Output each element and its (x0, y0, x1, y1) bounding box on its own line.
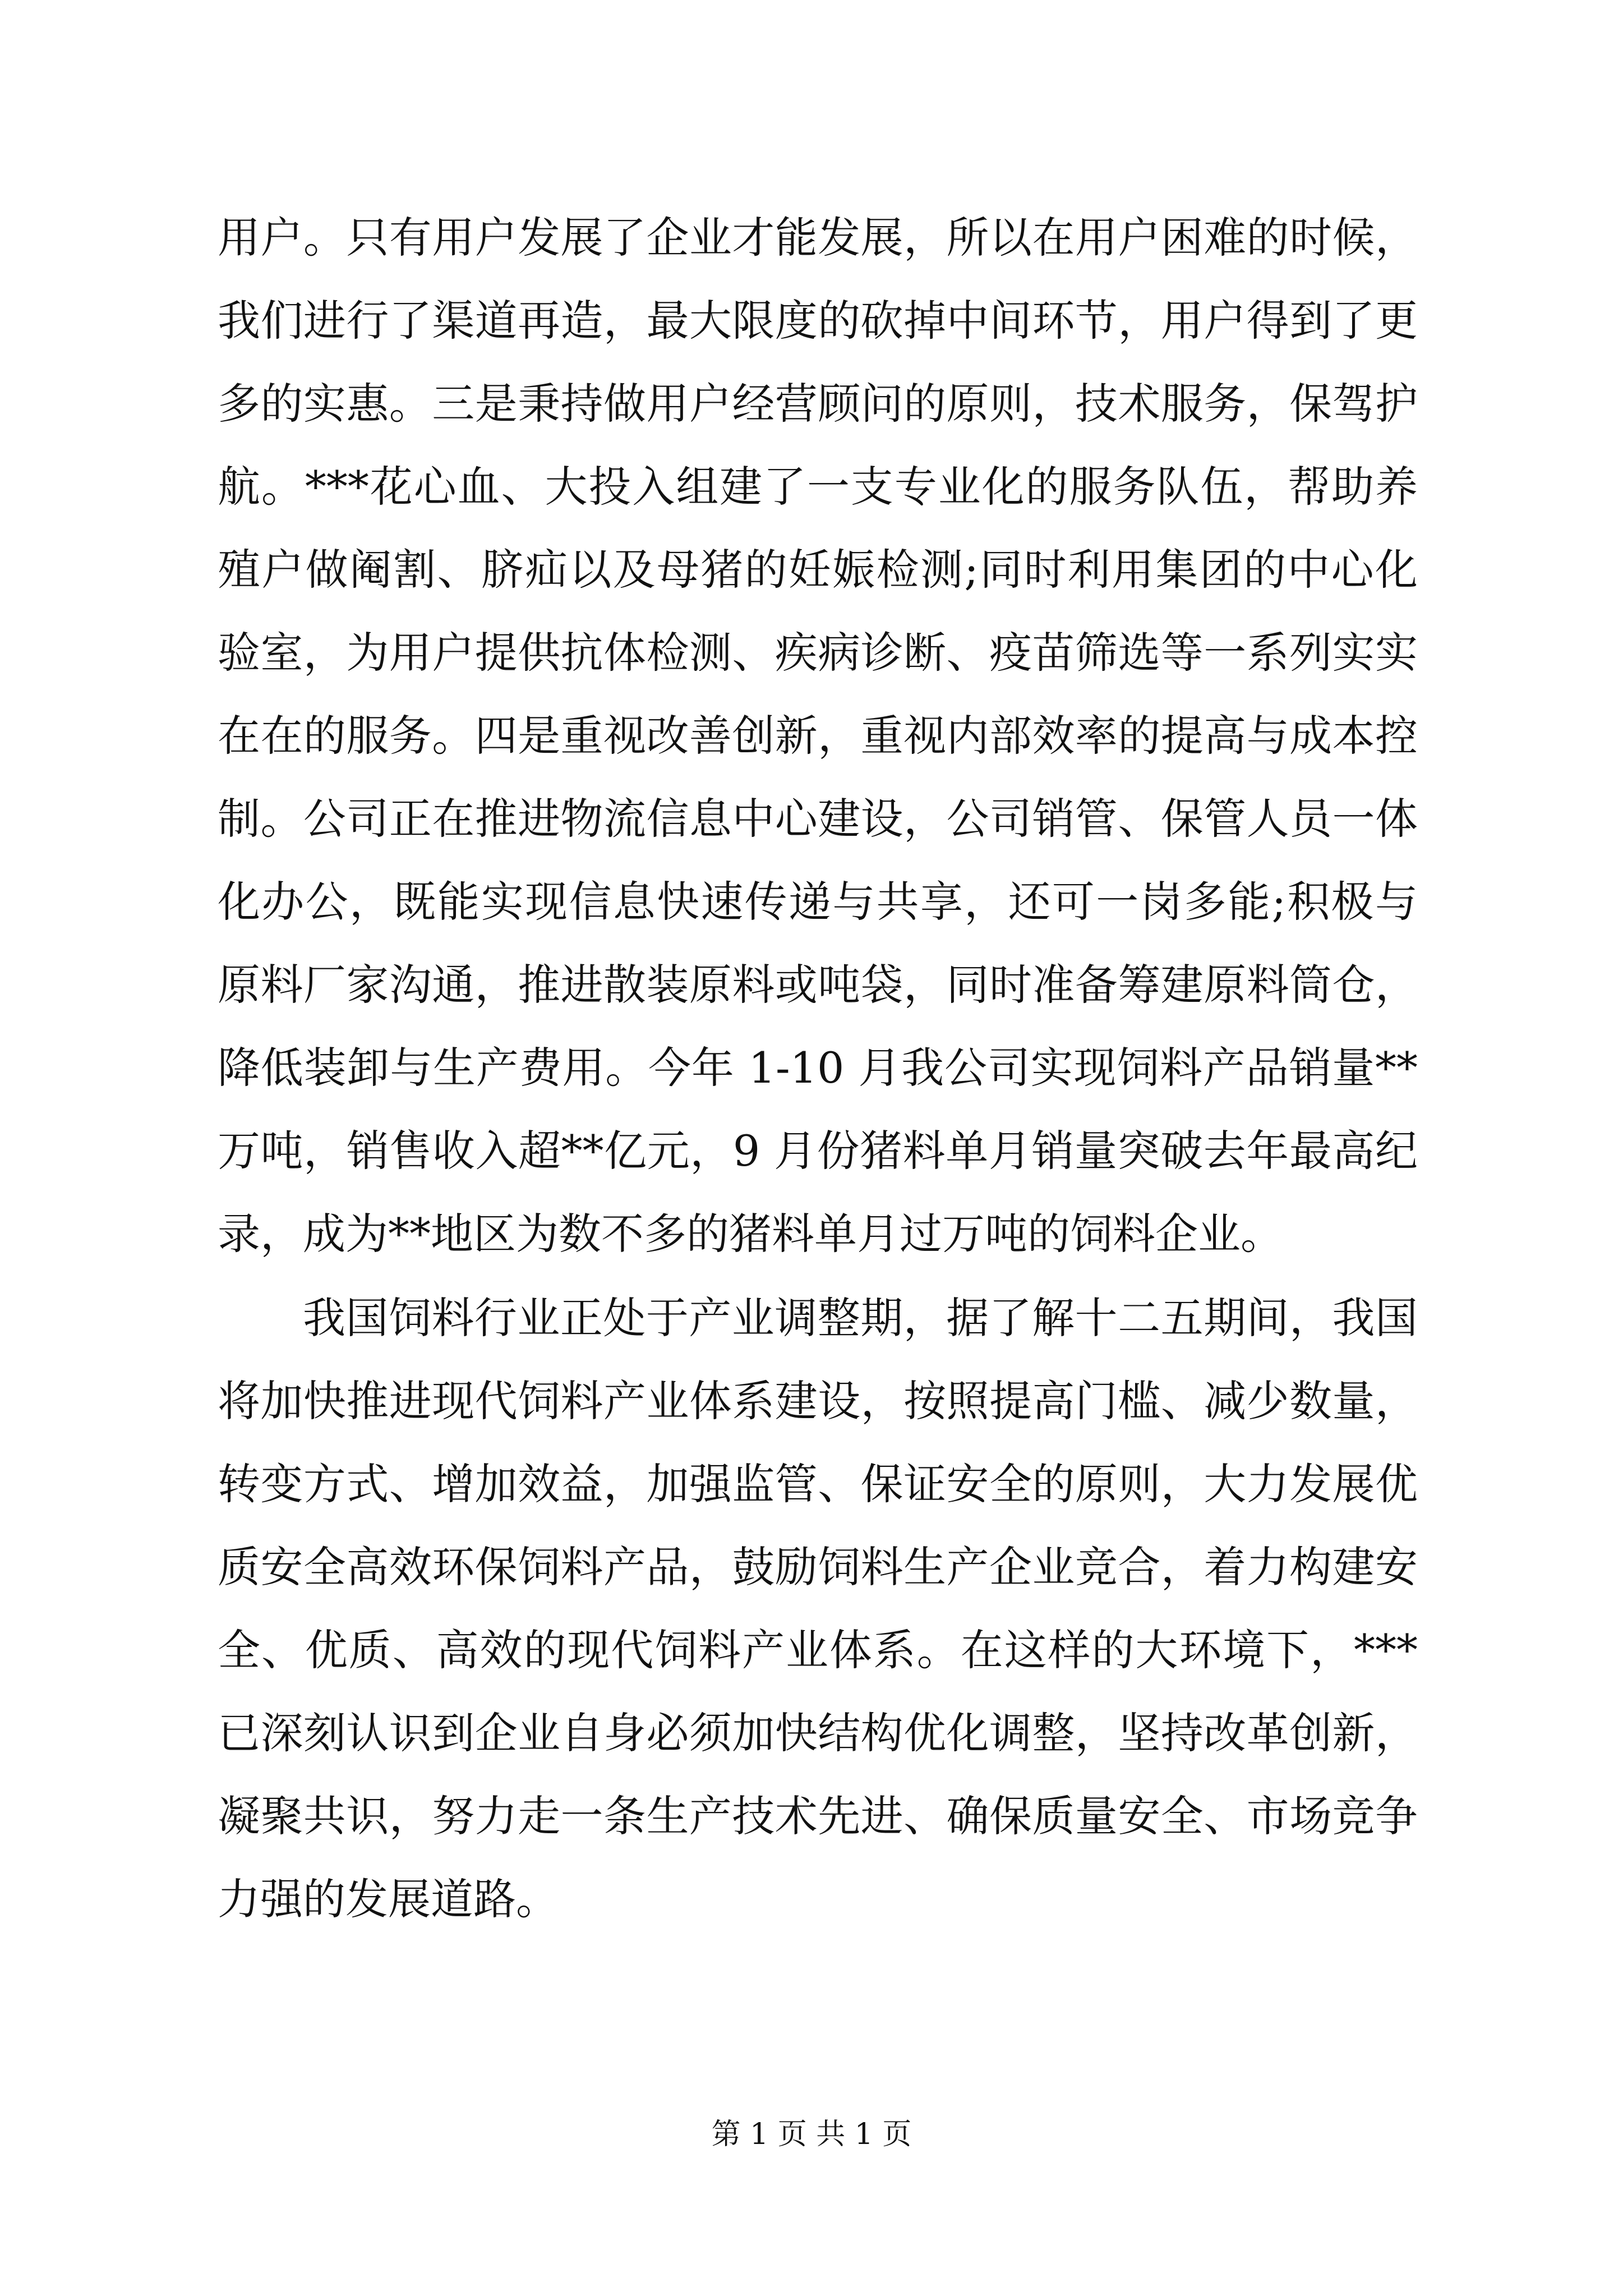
text-line: 万吨，销售收入超**亿元，9 月份猪料单月销量突破去年最高纪 (218, 1126, 1418, 1176)
text-line: 制。公司正在推进物流信息中心建设，公司销管、保管人员一体 (218, 794, 1418, 844)
text-line: 殖户做阉割、脐疝以及母猪的妊娠检测;同时利用集团的中心化 (218, 545, 1418, 595)
text-line: 降低装卸与生产费用。今年 1-10 月我公司实现饲料产品销量** (218, 1043, 1418, 1093)
text-line: 航。***花心血、大投入组建了一支专业化的服务队伍，帮助养 (218, 462, 1418, 512)
page-footer: 第 1 页 共 1 页 (711, 2118, 912, 2151)
text-line: 原料厂家沟通，推进散装原料或吨袋，同时准备筹建原料筒仓， (218, 960, 1418, 1010)
text-line: 多的实惠。三是秉持做用户经营顾问的原则，技术服务，保驾护 (218, 379, 1418, 429)
text-line: 转变方式、增加效益，加强监管、保证安全的原则，大力发展优 (218, 1459, 1418, 1509)
text-line: 将加快推进现代饲料产业体系建设，按照提高门槛、减少数量， (218, 1376, 1418, 1426)
text-line: 用户。只有用户发展了企业才能发展，所以在用户困难的时候， (218, 213, 1418, 263)
text-line: 我国饲料行业正处于产业调整期，据了解十二五期间，我国 (303, 1293, 1418, 1343)
text-line: 全、优质、高效的现代饲料产业体系。在这样的大环境下，*** (218, 1625, 1418, 1675)
text-line: 已深刻认识到企业自身必须加快结构优化调整，坚持改革创新， (218, 1708, 1418, 1758)
text-line: 凝聚共识，努力走一条生产技术先进、确保质量安全、市场竞争 (218, 1791, 1418, 1841)
text-line: 质安全高效环保饲料产品，鼓励饲料生产企业竞合，着力构建安 (218, 1542, 1418, 1592)
text-line: 力强的发展道路。 (218, 1874, 559, 1924)
text-line: 验室，为用户提供抗体检测、疾病诊断、疫苗筛选等一系列实实 (218, 628, 1418, 678)
text-line: 录，成为**地区为数不多的猪料单月过万吨的饲料企业。 (218, 1209, 1283, 1259)
text-line: 在在的服务。四是重视改善创新，重视内部效率的提高与成本控 (218, 711, 1418, 761)
text-line: 我们进行了渠道再造，最大限度的砍掉中间环节，用户得到了更 (218, 296, 1418, 346)
text-line: 化办公，既能实现信息快速传递与共享，还可一岗多能;积极与 (218, 877, 1418, 927)
